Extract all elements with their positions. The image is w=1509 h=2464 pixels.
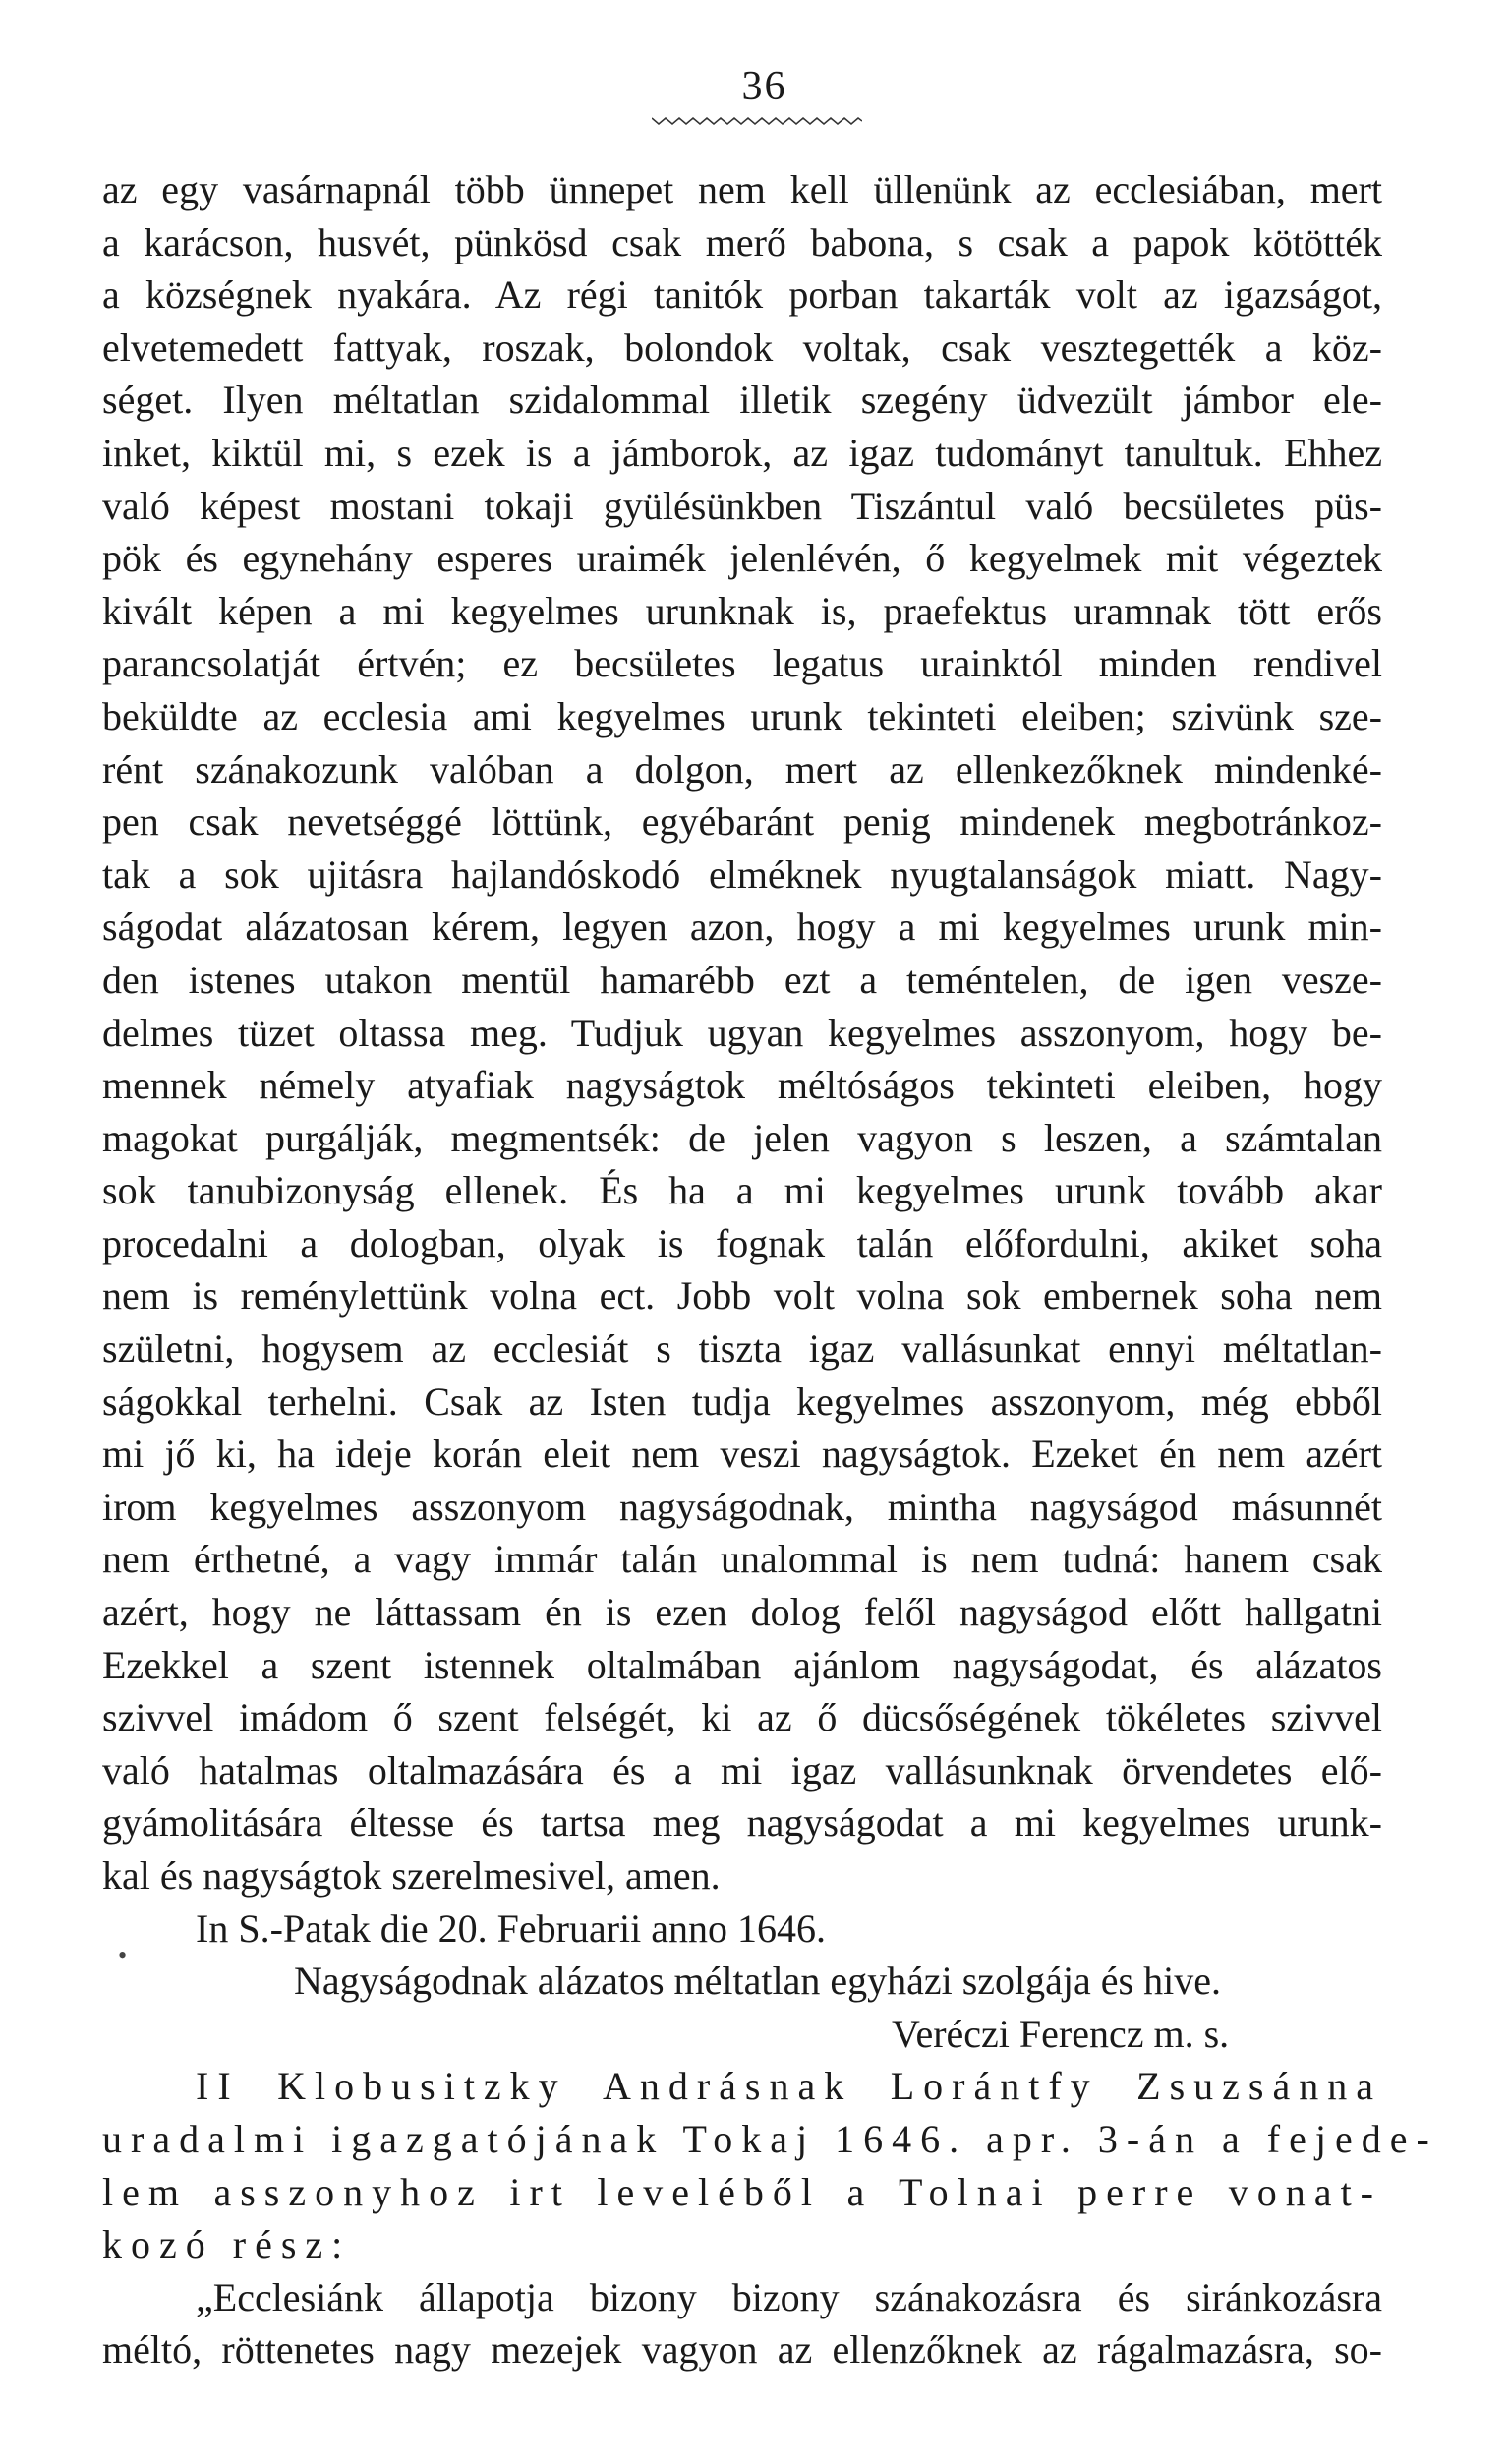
body-line: mennek némely atyafiak nagyságtok méltóságos tekinteti eleiben, hogy (102, 1063, 1382, 1108)
ink-speck-mark: • (118, 1941, 128, 1969)
page-number: 36 (741, 64, 787, 109)
body-line: a községnek nyakára. Az régi tanitók porban takarták volt az igazságot, (102, 272, 1382, 318)
body-line: kivált képen a mi kegyelmes urunknak is, praefektus uramnak tött erős (102, 588, 1382, 633)
body-line: Ezekkel a szent istennek oltalmában ajánlom nagyságodat, és alázatos (102, 1642, 1382, 1687)
quoted-letter (102, 2271, 1382, 2376)
body-line: való képest mostani tokaji gyülésünkben Tiszántul való becsületes püs- (102, 483, 1382, 528)
body-line: ságokkal terhelni. Csak az Isten tudja kegyelmes asszonyom, még ebből (102, 1379, 1382, 1424)
body-line: beküldte az ecclesia ami kegyelmes urunk tekinteti eleiben; szivünk sze- (102, 693, 1382, 738)
heading-line: II Klobusitzky Andrásnak Lorántfy Zsuzsánna (196, 2064, 1382, 2109)
body-line: sok tanubizonyság ellenek. És ha a mi kegyelmes urunk tovább akar (102, 1168, 1382, 1213)
body-line: nem érthetné, a vagy immár talán unalommal is nem tudná: hanem csak (102, 1537, 1382, 1582)
letter-body (102, 163, 1382, 1903)
page-number-underline-ornament (652, 116, 862, 126)
body-line: nem is reménylettünk volna ect. Jobb volt volna sok embernek soha nem (102, 1273, 1382, 1319)
letter-closing (102, 1903, 1382, 2061)
body-line: magokat purgálják, megmentsék: de jelen vagyon s leszen, a számtalan (102, 1115, 1382, 1160)
body-line: delmes tüzet oltassa meg. Tudjuk ugyan kegyelmes asszonyom, hogy be- (102, 1010, 1382, 1055)
heading-line: uradalmi igazgatójának Tokaj 1646. apr. 3-án a fejede- (102, 2116, 1438, 2161)
date-line: In S.-Patak die 20. Februarii anno 1646. (196, 1906, 826, 1951)
body-line: születni, hogysem az ecclesiát s tiszta igaz vallásunkat ennyi méltatlan- (102, 1326, 1382, 1372)
body-line: a karácson, husvét, pünkösd csak merő babona, s csak a papok kötötték (102, 219, 1382, 264)
body-line: való hatalmas oltalmazására és a mi igaz vallásunknak örvendetes elő- (102, 1747, 1382, 1792)
quote-line: „Ecclesiánk állapotja bizony bizony szánakozásra és siránkozásra (196, 2274, 1382, 2319)
body-line: szivvel imádom ő szent felségét, ki az ő dücsőségének tökéletes szivvel (102, 1695, 1382, 1740)
body-line: séget. Ilyen méltatlan szidalommal illetik szegény üdvezült jámbor ele- (102, 378, 1382, 423)
body-line: ságodat alázatosan kérem, legyen azon, hogy a mi kegyelmes urunk min- (102, 905, 1382, 950)
body-line: mi jő ki, ha ideje korán eleit nem veszi nagyságtok. Ezeket én nem azért (102, 1432, 1382, 1477)
heading-line: kozó rész: (102, 2222, 352, 2267)
body-line: azért, hogy ne láttassam én is ezen dolog felől nagyságod előtt hallgatni (102, 1590, 1382, 1635)
body-line: az egy vasárnapnál több ünnepet nem kell üllenünk az ecclesiában, mert (102, 167, 1382, 211)
body-line: den istenes utakon mentül hamarébb ezt a teméntelen, de igen vesze- (102, 957, 1382, 1002)
heading-line: lem asszonyhoz irt leveléből a Tolnai perre vonat- (102, 2169, 1382, 2214)
document-body (102, 163, 1438, 2376)
body-line: procedalni a dologban, olyak is fognak talán előfordulni, akiket soha (102, 1220, 1382, 1265)
body-line: inket, kiktül mi, s ezek is a jámborok, az igaz tudományt tanultuk. Ehhez (102, 430, 1382, 475)
salutation-line: Nagyságodnak alázatos méltatlan egyházi szolgája és hive. (294, 1959, 1221, 2004)
body-line: irom kegyelmes asszonyom nagyságodnak, mintha nagyságod másunnét (102, 1484, 1382, 1529)
body-line: elvetemedett fattyak, roszak, bolondok voltak, csak vesztegették a köz- (102, 324, 1382, 370)
quote-line: méltó, röttenetes nagy mezejek vagyon az ellenzőknek az rágalmazásra, so- (102, 2327, 1382, 2373)
signature-line: Veréczi Ferencz m. s. (892, 2011, 1230, 2056)
section-heading (102, 2060, 1438, 2270)
body-line: gyámolitására éltesse és tartsa meg nagyságodat a mi kegyelmes urunk- (102, 1800, 1382, 1846)
body-line: pen csak nevetséggé löttünk, egyébaránt penig mindenek megbotránkoz- (102, 799, 1382, 845)
body-line: rént szánakozunk valóban a dolgon, mert az ellenkezőknek mindenké- (102, 746, 1382, 792)
body-line: tak a sok ujitásra hajlandóskodó elméknek nyugtalanságok miatt. Nagy- (102, 851, 1382, 897)
body-line: kal és nagyságtok szerelmesivel, amen. (102, 1853, 721, 1898)
body-line: pök és egynehány esperes uraimék jelenlévén, ő kegyelmek mit végeztek (102, 536, 1382, 581)
body-line: parancsolatját értvén; ez becsületes legatus urainktól minden rendivel (102, 641, 1382, 686)
